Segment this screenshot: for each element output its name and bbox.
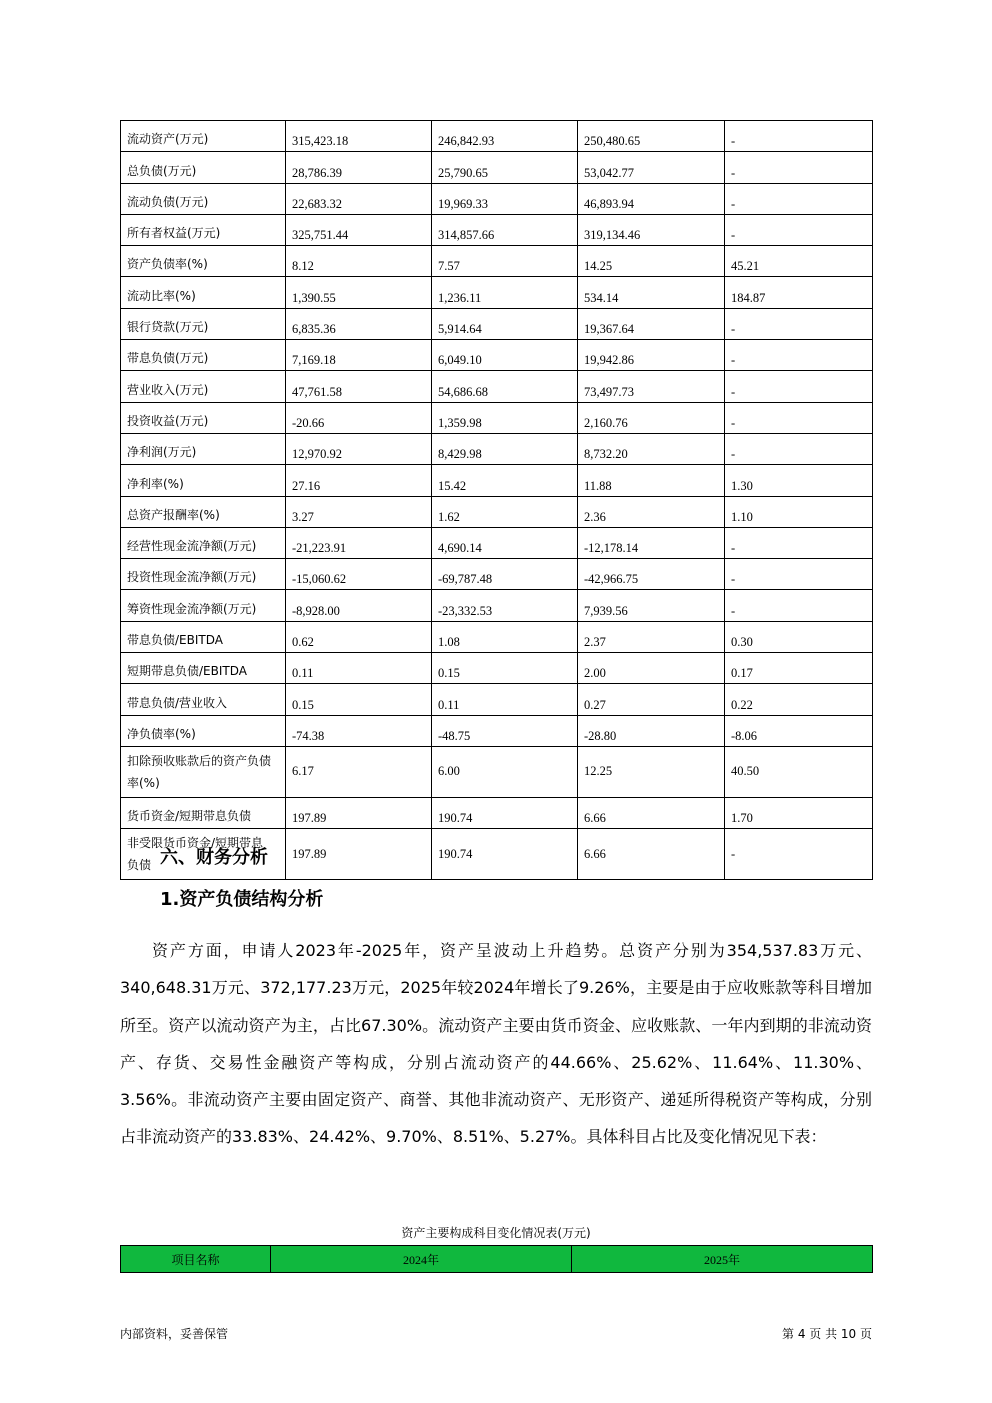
- row-value: -: [725, 402, 873, 433]
- row-label: 总资产报酬率(%): [121, 496, 286, 527]
- row-value: 315,423.18: [286, 121, 432, 152]
- row-value: -42,966.75: [578, 559, 725, 590]
- subsection-title: 1.资产负债结构分析: [160, 889, 324, 910]
- row-value: 7,169.18: [286, 340, 432, 371]
- table-row: [121, 277, 873, 308]
- row-value: 1,236.11: [432, 277, 578, 308]
- row-value: 6.66: [578, 797, 725, 828]
- row-value: 6.17: [286, 746, 432, 797]
- table-row: [121, 152, 873, 183]
- table-row: [121, 621, 873, 652]
- row-value: 1.62: [432, 496, 578, 527]
- row-label: 流动负债(万元): [121, 183, 286, 214]
- row-value: 6.66: [578, 829, 725, 880]
- header-year-2024: 2024年: [271, 1246, 572, 1273]
- row-label: 总负债(万元): [121, 152, 286, 183]
- row-value: 12,970.92: [286, 433, 432, 464]
- header-year-2025: 2025年: [572, 1246, 873, 1273]
- row-value: -69,787.48: [432, 559, 578, 590]
- table-row: [121, 527, 873, 558]
- row-value: 0.11: [432, 684, 578, 715]
- row-value: -28.80: [578, 715, 725, 746]
- table-row: [121, 653, 873, 684]
- row-value: 2.00: [578, 653, 725, 684]
- row-value: -: [725, 340, 873, 371]
- table-row: [121, 797, 873, 828]
- row-value: -48.75: [432, 715, 578, 746]
- row-value: 3.27: [286, 496, 432, 527]
- row-value: 27.16: [286, 465, 432, 496]
- row-value: 54,686.68: [432, 371, 578, 402]
- row-label: 流动比率(%): [121, 277, 286, 308]
- row-value: -: [725, 152, 873, 183]
- row-label: 带息负债(万元): [121, 340, 286, 371]
- table-caption: 资产主要构成科目变化情况表(万元): [401, 1226, 591, 1240]
- row-value: 184.87: [725, 277, 873, 308]
- footer-page-number: 第 4 页 共 10 页: [782, 1327, 872, 1341]
- table-row: [121, 684, 873, 715]
- row-value: 6,049.10: [432, 340, 578, 371]
- row-value: 0.27: [578, 684, 725, 715]
- row-value: 25,790.65: [432, 152, 578, 183]
- row-value: 11.88: [578, 465, 725, 496]
- row-value: 47,761.58: [286, 371, 432, 402]
- section-title: 六、财务分析: [160, 847, 268, 868]
- row-value: 15.42: [432, 465, 578, 496]
- row-value: -20.66: [286, 402, 432, 433]
- row-label-line: 非受限货币资金/短期带息: [127, 836, 264, 851]
- row-value: -: [725, 371, 873, 402]
- header-item-name: 项目名称: [121, 1246, 271, 1273]
- row-value: 2,160.76: [578, 402, 725, 433]
- table-row: [121, 715, 873, 746]
- row-label: 流动资产(万元): [121, 121, 286, 152]
- row-value: 190.74: [432, 829, 578, 880]
- row-value: 4,690.14: [432, 527, 578, 558]
- table-row: [121, 214, 873, 245]
- row-value: 28,786.39: [286, 152, 432, 183]
- row-value: 314,857.66: [432, 214, 578, 245]
- row-value: 53,042.77: [578, 152, 725, 183]
- table-row: [121, 402, 873, 433]
- row-value: -: [725, 829, 873, 880]
- row-value: 19,942.86: [578, 340, 725, 371]
- row-value: -21,223.91: [286, 527, 432, 558]
- row-label: 资产负债率(%): [121, 246, 286, 277]
- row-value: 1.70: [725, 797, 873, 828]
- row-value: 45.21: [725, 246, 873, 277]
- row-value: 1,359.98: [432, 402, 578, 433]
- row-label: 筹资性现金流净额(万元): [121, 590, 286, 621]
- table-row: [121, 246, 873, 277]
- row-value: 0.30: [725, 621, 873, 652]
- row-label-line: 负债: [127, 858, 152, 873]
- row-label: 短期带息负债/EBITDA: [121, 653, 286, 684]
- row-value: 197.89: [286, 829, 432, 880]
- row-value: 0.15: [286, 684, 432, 715]
- row-label: 净利润(万元): [121, 433, 286, 464]
- row-value: -12,178.14: [578, 527, 725, 558]
- row-value: 534.14: [578, 277, 725, 308]
- row-value: 1.30: [725, 465, 873, 496]
- row-value: 197.89: [286, 797, 432, 828]
- row-value: -: [725, 433, 873, 464]
- row-value: 0.17: [725, 653, 873, 684]
- table-row: [121, 496, 873, 527]
- row-value: 325,751.44: [286, 214, 432, 245]
- table-header-row: [121, 1246, 873, 1273]
- table-row: [121, 433, 873, 464]
- row-value: 14.25: [578, 246, 725, 277]
- row-value: 0.62: [286, 621, 432, 652]
- row-label: 净负债率(%): [121, 715, 286, 746]
- row-label-line: 率(%): [127, 775, 160, 790]
- row-value: -: [725, 308, 873, 339]
- table-row: [121, 183, 873, 214]
- row-value: 2.36: [578, 496, 725, 527]
- row-label: 净利率(%): [121, 465, 286, 496]
- row-value: 8,429.98: [432, 433, 578, 464]
- row-label: 带息负债/营业收入: [121, 684, 286, 715]
- row-value: 319,134.46: [578, 214, 725, 245]
- analysis-paragraph: 资产方面，申请人2023年-2025年，资产呈波动上升趋势。总资产分别为354,537.83万元、340,648.31万元、372,177.23万元，2025年较2024年增长了9.26%，主要是由于应收账款等科目增加所至。资产以流动资产为主，占比67.30%。流动资产主要由货币资金、应收账款、一年内到期的非流动资产、存货、交易性金融资产等构成，分别占流动资产的44.66%、25.62%、11.64%、11.30%、3.56%。非流动资产主要由固定资产、商誉、其他非流动资产、无形资产、递延所得税资产等构成，分别占非流动资产的33.83%、24.42%、9.70%、8.51%、5.27%。具体科目占比及变化情况见下表：: [120, 941, 872, 1147]
- row-value: 6,835.36: [286, 308, 432, 339]
- table-row: [121, 590, 873, 621]
- row-value: 0.22: [725, 684, 873, 715]
- row-label: [121, 746, 286, 797]
- row-value: 46,893.94: [578, 183, 725, 214]
- row-label: 经营性现金流净额(万元): [121, 527, 286, 558]
- row-label: 货币资金/短期带息负债: [121, 797, 286, 828]
- row-value: 5,914.64: [432, 308, 578, 339]
- row-label: 银行贷款(万元): [121, 308, 286, 339]
- asset-composition-table-header: [120, 1245, 873, 1273]
- row-value: 73,497.73: [578, 371, 725, 402]
- table-row: [121, 340, 873, 371]
- table-row: [121, 746, 873, 797]
- row-value: -: [725, 121, 873, 152]
- footer-confidential-note: 内部资料，妥善保管: [120, 1327, 229, 1341]
- row-value: 0.11: [286, 653, 432, 684]
- row-value: 0.15: [432, 653, 578, 684]
- row-value: 246,842.93: [432, 121, 578, 152]
- row-value: -8.06: [725, 715, 873, 746]
- row-value: -23,332.53: [432, 590, 578, 621]
- row-value: -: [725, 183, 873, 214]
- row-value: 19,367.64: [578, 308, 725, 339]
- row-value: 2.37: [578, 621, 725, 652]
- row-value: -: [725, 590, 873, 621]
- row-value: 40.50: [725, 746, 873, 797]
- row-value: -: [725, 527, 873, 558]
- row-value: 22,683.32: [286, 183, 432, 214]
- table-row: [121, 371, 873, 402]
- row-value: -: [725, 214, 873, 245]
- financial-metrics-table: [120, 120, 873, 880]
- row-value: 1,390.55: [286, 277, 432, 308]
- row-label: 营业收入(万元): [121, 371, 286, 402]
- row-label: 带息负债/EBITDA: [121, 621, 286, 652]
- row-value: 7,939.56: [578, 590, 725, 621]
- table-row: [121, 559, 873, 590]
- row-value: 1.08: [432, 621, 578, 652]
- row-value: 6.00: [432, 746, 578, 797]
- row-value: 190.74: [432, 797, 578, 828]
- row-value: 250,480.65: [578, 121, 725, 152]
- row-value: 12.25: [578, 746, 725, 797]
- row-value: -8,928.00: [286, 590, 432, 621]
- row-value: 7.57: [432, 246, 578, 277]
- row-value: -74.38: [286, 715, 432, 746]
- row-value: 8.12: [286, 246, 432, 277]
- table-row: [121, 465, 873, 496]
- financial-metrics-table-body: [121, 121, 873, 880]
- row-value: 8,732.20: [578, 433, 725, 464]
- row-value: -: [725, 559, 873, 590]
- row-value: 19,969.33: [432, 183, 578, 214]
- row-label-line: 扣除预收账款后的资产负债: [127, 753, 272, 768]
- row-label: 所有者权益(万元): [121, 214, 286, 245]
- row-label: 投资收益(万元): [121, 402, 286, 433]
- table-row: [121, 308, 873, 339]
- row-label: 投资性现金流净额(万元): [121, 559, 286, 590]
- row-value: -15,060.62: [286, 559, 432, 590]
- table-row: [121, 121, 873, 152]
- row-value: 1.10: [725, 496, 873, 527]
